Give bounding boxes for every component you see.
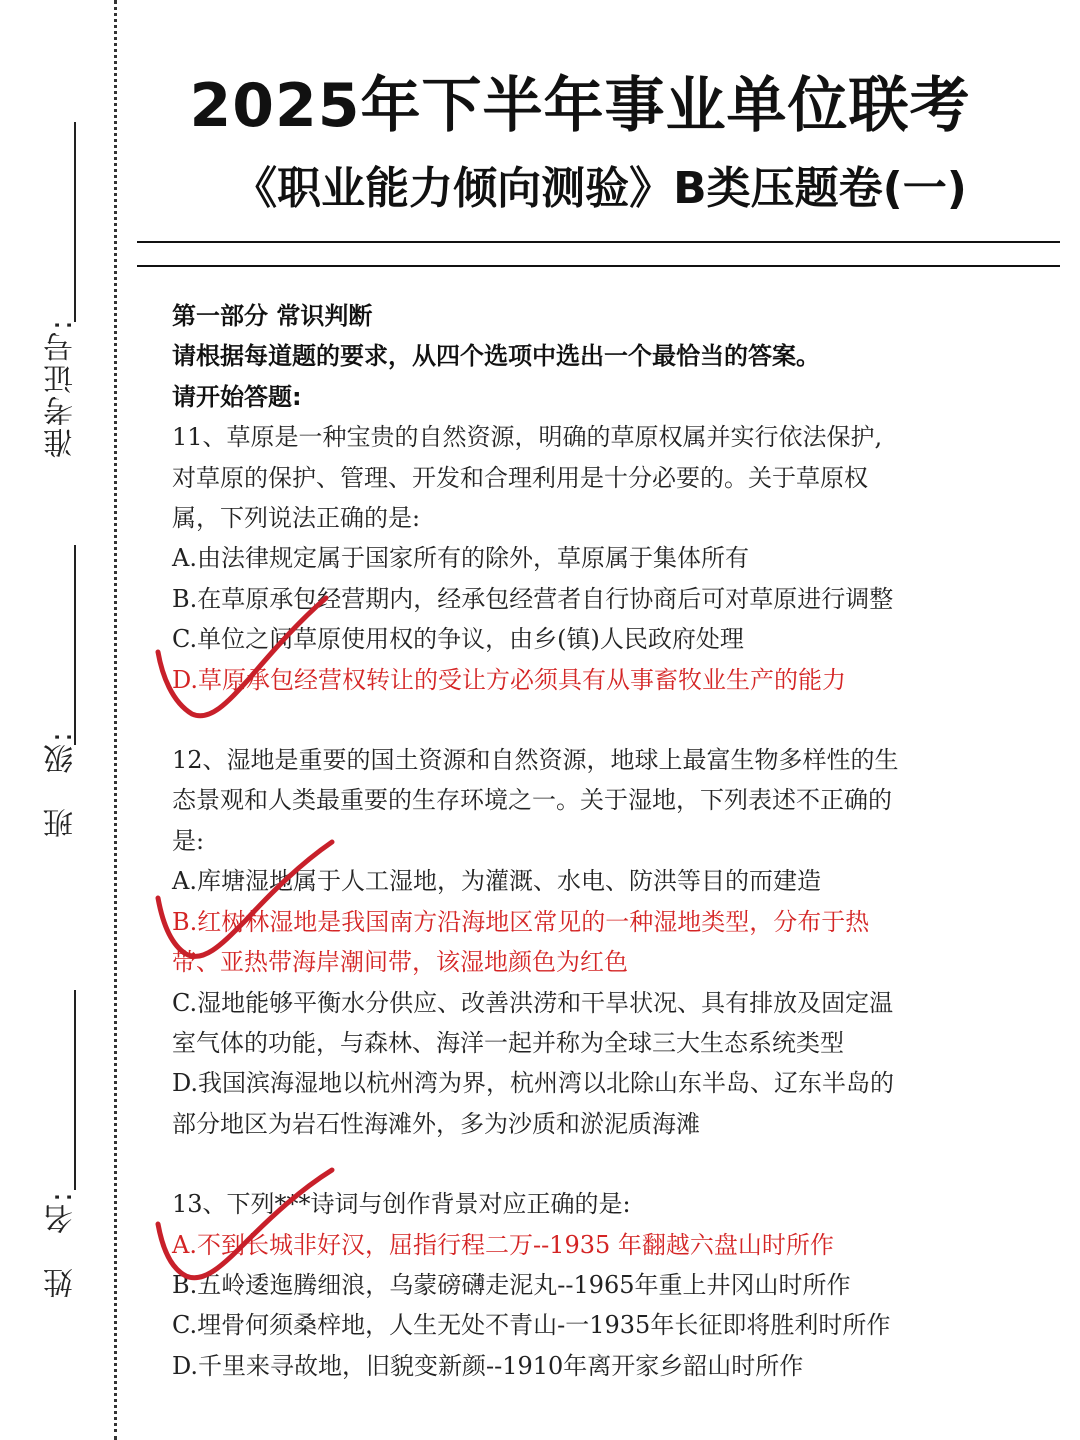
option-b: B.五岭逶迤腾细浪，乌蒙磅礴走泥丸--1965年重上井冈山时所作 <box>172 1270 851 1299</box>
option-c: C.埋骨何须桑梓地，人生无处不青山-一1935年长征即将胜利时所作 <box>172 1311 891 1340</box>
binding-dotted-line <box>114 0 117 1440</box>
question-stem-line: 13、下列***诗词与创作背景对应正确的是: <box>172 1190 631 1219</box>
header-rule-bottom <box>137 265 1060 267</box>
question-stem-line: 态景观和人类最重要的生存环境之一。关于湿地，下列表述不正确的 <box>172 786 892 815</box>
header-rule-top <box>137 241 1060 243</box>
section-heading: 第一部分 常识判断 <box>172 302 373 330</box>
name-blank <box>74 990 76 1190</box>
option-c: C.单位之间草原使用权的争议，由乡(镇)人民政府处理 <box>172 625 744 654</box>
option-c-cont: 室气体的功能，与森林、海洋一起并称为全球三大生态系统类型 <box>172 1028 844 1057</box>
option-c: C.湿地能够平衡水分供应、改善洪涝和干旱状况、具有排放及固定温 <box>172 988 894 1017</box>
option-a-correct: A.不到长城非好汉，屈指行程二万--1935 年翻越六盘山时所作 <box>172 1230 834 1259</box>
option-d-cont: 部分地区为岩石性海滩外，多为沙质和淤泥质海滩 <box>172 1109 700 1138</box>
option-a: A.库塘湿地属于人工湿地，为灌溉、水电、防洪等目的而建造 <box>172 867 821 896</box>
exam-number-label: 准考证号: <box>44 318 79 459</box>
question-stem-line: 对草原的保护、管理、开发和合理利用是十分必要的。关于草原权 <box>172 463 868 492</box>
option-d: D.千里来寻故地，旧貌变新颜--1910年离开家乡韶山时所作 <box>172 1351 804 1380</box>
question-stem-line: 是: <box>172 826 205 855</box>
instruction-text: 请根据每道题的要求，从四个选项中选出一个最恰当的答案。 <box>172 342 820 371</box>
option-a: A.由法律规定属于国家所有的除外，草原属于集体所有 <box>172 544 749 573</box>
check-mark-icon <box>150 1166 345 1296</box>
class-label: 班 级: <box>44 730 79 839</box>
option-d-correct: D.草原承包经营权转让的受让方必须具有从事畜牧业生产的能力 <box>172 665 847 694</box>
option-b: B.在草原承包经营期内，经承包经营者自行协商后可对草原进行调整 <box>172 584 894 613</box>
question-stem-line: 属，下列说法正确的是: <box>172 504 421 533</box>
option-b-correct-cont: 带、亚热带海岸潮间带，该湿地颜色为红色 <box>172 948 628 977</box>
option-d: D.我国滨海湿地以杭州湾为界，杭州湾以北除山东半岛、辽东半岛的 <box>172 1069 895 1098</box>
name-label: 姓 名: <box>44 1190 79 1299</box>
start-prompt: 请开始答题: <box>172 382 302 411</box>
class-blank <box>74 545 76 745</box>
question-stem-line: 12、湿地是重要的国土资源和自然资源，地球上最富生物多样性的生 <box>172 746 899 775</box>
page-subtitle: 《职业能力倾向测验》B类压题卷(一) <box>233 163 967 214</box>
check-mark-icon <box>150 836 345 976</box>
question-stem-line: 11、草原是一种宝贵的自然资源，明确的草原权属并实行依法保护, <box>172 423 883 452</box>
exam-number-blank <box>74 122 76 322</box>
check-mark-icon <box>150 590 340 730</box>
option-b-correct: B.红树林湿地是我国南方沿海地区常见的一种湿地类型，分布于热 <box>172 907 870 936</box>
page-title: 2025年下半年事业单位联考 <box>189 71 971 141</box>
